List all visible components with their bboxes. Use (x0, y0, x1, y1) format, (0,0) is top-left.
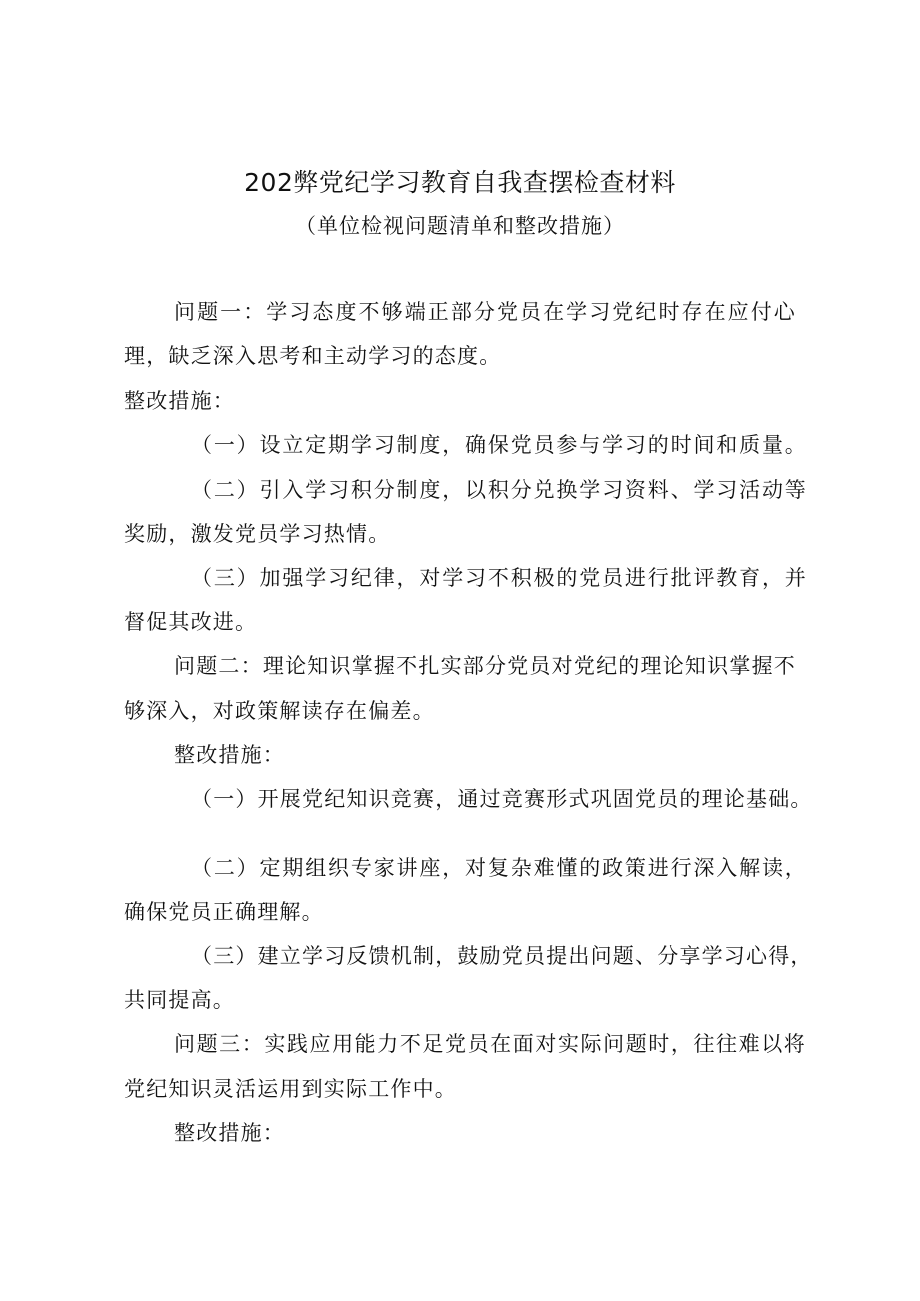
measure-1-3-cont: 督促其改进。 (124, 610, 258, 634)
measure-1-2: （二）引入学习积分制度，以积分兑换学习资料、学习活动等 (191, 478, 807, 502)
measure-2-2: （二）定期组织专家讲座，对复杂难懂的政策进行深入解读， (191, 856, 807, 880)
issue-3-heading-cont: 党纪知识灵活运用到实际工作中。 (124, 1077, 457, 1101)
issue-2-heading: 问题二：理论知识掌握不扎实部分党员对党纪的理论知识掌握不 (174, 654, 796, 678)
measure-1-2-cont: 奖励，激发党员学习热情。 (124, 522, 391, 546)
measure-1-1: （一）设立定期学习制度，确保党员参与学习的时间和质量。 (191, 433, 807, 457)
measure-1-3: （三）加强学习纪律，对学习不积极的党员进行批评教育，并 (191, 566, 807, 590)
measure-2-2-cont: 确保党员正确理解。 (124, 900, 324, 924)
measure-2-3: （三）建立学习反馈机制，鼓励党员提出问题、分享学习心得， (191, 944, 813, 968)
measures-label-2: 整改措施： (174, 743, 285, 767)
measures-label-3: 整改措施： (174, 1121, 285, 1145)
document-title: 202弊党纪学习教育自我查摆检查材料 (244, 168, 676, 197)
issue-1-heading: 问题一：学习态度不够端正部分党员在学习党纪时存在应付心 (174, 300, 796, 324)
issue-3-heading: 问题三：实践应用能力不足党员在面对实际问题时，往往难以将 (174, 1032, 806, 1056)
issue-1-heading-cont: 理，缺乏深入思考和主动学习的态度。 (124, 344, 502, 368)
measure-2-1: （一）开展党纪知识竞赛，通过竞赛形式巩固党员的理论基础。 (191, 787, 813, 811)
issue-2-heading-cont: 够深入，对政策解读存在偏差。 (124, 699, 435, 723)
measure-2-3-cont: 共同提高。 (124, 988, 235, 1012)
measures-label-1: 整改措施： (124, 389, 235, 413)
document-subtitle: （单位检视问题清单和整改措施） (295, 214, 625, 238)
